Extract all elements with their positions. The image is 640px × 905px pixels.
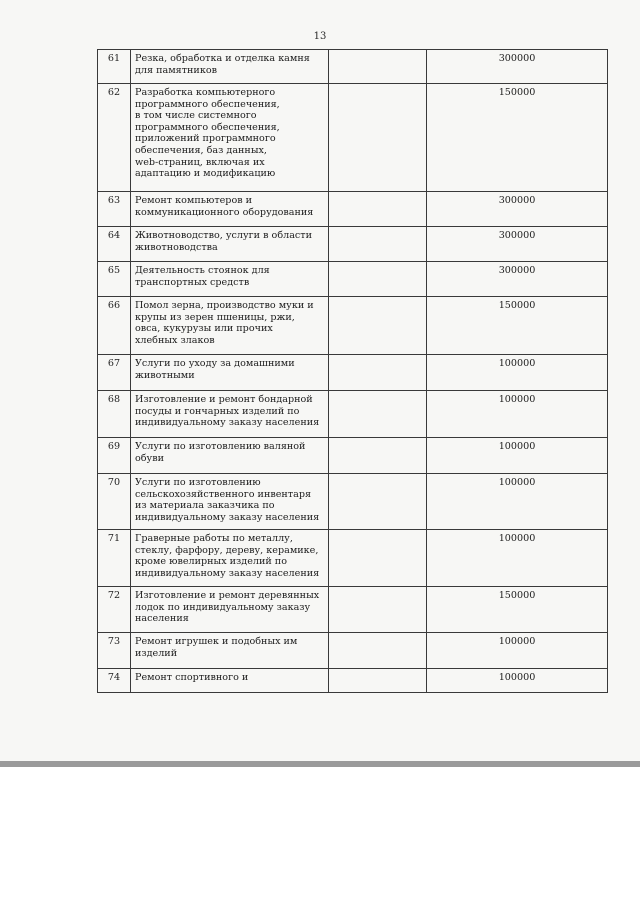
- activity-name-line: коммуникационного оборудования: [135, 206, 314, 218]
- amount-value: 150000: [427, 587, 608, 633]
- row-number: 63: [98, 192, 131, 227]
- page-number: 13: [313, 31, 327, 42]
- activity-name-line: web-страниц, включая их: [135, 156, 265, 168]
- table-row: [98, 84, 608, 192]
- amount-value: 100000: [427, 633, 608, 669]
- table-row: [98, 262, 608, 297]
- row-number: 61: [98, 50, 131, 84]
- activity-name-line: лодок по индивидуальному заказу: [135, 601, 311, 613]
- activity-name-line: Деятельность стоянок для: [135, 265, 270, 276]
- table-row: [98, 438, 608, 474]
- activity-name-line: Ремонт компьютеров и: [135, 195, 253, 206]
- amount-value: 100000: [427, 530, 608, 587]
- amount-value: 150000: [427, 84, 608, 192]
- empty-cell: [329, 227, 427, 262]
- blank-margin: [0, 767, 640, 905]
- empty-cell: [329, 438, 427, 474]
- activity-name-line: Услуги по изготовлению валяной: [135, 441, 306, 452]
- row-number: 62: [98, 84, 131, 192]
- empty-cell: [329, 587, 427, 633]
- row-number: 65: [98, 262, 131, 297]
- activity-name: [131, 669, 329, 693]
- activity-name-line: Разработка компьютерного: [135, 87, 276, 98]
- amount-value: 300000: [427, 262, 608, 297]
- table-row: [98, 633, 608, 669]
- empty-cell: [329, 192, 427, 227]
- table-row: [98, 669, 608, 693]
- activity-name: [131, 84, 329, 192]
- activity-name-line: овса, кукурузы или прочих: [135, 323, 273, 335]
- activity-name-line: обуви: [135, 452, 164, 464]
- row-number: 70: [98, 474, 131, 530]
- activity-table-body: [98, 50, 608, 693]
- activity-name-line: животноводства: [135, 241, 218, 253]
- activity-name-line: стеклу, фарфору, дереву, керамике,: [135, 544, 319, 556]
- empty-cell: [329, 262, 427, 297]
- empty-cell: [329, 474, 427, 530]
- empty-cell: [329, 669, 427, 693]
- activity-name: [131, 587, 329, 633]
- activity-name-line: индивидуальному заказу населения: [135, 511, 320, 523]
- row-number: 72: [98, 587, 131, 633]
- table-row: [98, 192, 608, 227]
- activity-name: [131, 438, 329, 474]
- row-number: 68: [98, 391, 131, 438]
- table-row: [98, 587, 608, 633]
- row-number: 67: [98, 355, 131, 391]
- empty-cell: [329, 530, 427, 587]
- activity-table: [97, 49, 608, 693]
- activity-name-line: Животноводство, услуги в области: [135, 230, 312, 241]
- empty-cell: [329, 355, 427, 391]
- activity-name-line: приложений программного: [135, 133, 276, 145]
- amount-value: 300000: [427, 227, 608, 262]
- empty-cell: [329, 50, 427, 84]
- activity-name-line: для памятников: [135, 64, 218, 76]
- activity-name: [131, 530, 329, 587]
- activity-name-line: адаптацию и модификацию: [135, 168, 276, 180]
- activity-name-line: Ремонт игрушек и подобных им: [135, 636, 298, 647]
- activity-name-line: кроме ювелирных изделий по: [135, 556, 287, 568]
- row-number: 69: [98, 438, 131, 474]
- activity-name-line: Граверные работы по металлу,: [135, 533, 293, 544]
- activity-name: [131, 192, 329, 227]
- table-row: [98, 474, 608, 530]
- activity-name: [131, 227, 329, 262]
- activity-name-line: Услуги по изготовлению: [135, 477, 261, 488]
- activity-name-line: населения: [135, 613, 189, 625]
- activity-name: [131, 633, 329, 669]
- row-number: 66: [98, 297, 131, 355]
- activity-name-line: программного обеспечения,: [135, 98, 280, 110]
- activity-name-line: Помол зерна, производство муки и: [135, 300, 314, 311]
- activity-name-line: Изготовление и ремонт деревянных: [135, 590, 320, 601]
- row-number: 71: [98, 530, 131, 587]
- activity-name-line: в том числе системного: [135, 110, 257, 122]
- activity-name-line: из материала заказчика по: [135, 500, 275, 512]
- table-row: [98, 391, 608, 438]
- amount-value: 150000: [427, 297, 608, 355]
- amount-value: 100000: [427, 438, 608, 474]
- activity-name-line: Ремонт спортивного и: [135, 672, 249, 683]
- activity-name-line: программного обеспечения,: [135, 121, 280, 133]
- empty-cell: [329, 633, 427, 669]
- amount-value: 100000: [427, 474, 608, 530]
- activity-name: [131, 355, 329, 391]
- activity-name: [131, 391, 329, 438]
- activity-name-line: сельскохозяйственного инвентаря: [135, 488, 312, 500]
- activity-name-line: хлебных злаков: [135, 334, 215, 346]
- activity-name: [131, 474, 329, 530]
- empty-cell: [329, 84, 427, 192]
- activity-name: [131, 50, 329, 84]
- activity-name-line: Резка, обработка и отделка камня: [135, 53, 310, 64]
- row-number: 73: [98, 633, 131, 669]
- amount-value: 100000: [427, 355, 608, 391]
- activity-name-line: Услуги по уходу за домашними: [135, 358, 295, 369]
- table-row: [98, 530, 608, 587]
- activity-name-line: животными: [135, 369, 195, 381]
- activity-name-line: посуды и гончарных изделий по: [135, 405, 300, 417]
- activity-name-line: изделий: [135, 647, 178, 659]
- activity-name: [131, 297, 329, 355]
- table-row: [98, 50, 608, 84]
- activity-name-line: крупы из зерен пшеницы, ржи,: [135, 311, 295, 323]
- empty-cell: [329, 391, 427, 438]
- activity-name-line: индивидуальному заказу населения: [135, 417, 320, 429]
- row-number: 74: [98, 669, 131, 693]
- activity-name-line: индивидуальному заказу населения: [135, 567, 320, 579]
- amount-value: 300000: [427, 192, 608, 227]
- amount-value: 100000: [427, 669, 608, 693]
- empty-cell: [329, 297, 427, 355]
- table-row: [98, 297, 608, 355]
- activity-name: [131, 262, 329, 297]
- activity-name-line: Изготовление и ремонт бондарной: [135, 394, 313, 405]
- activity-name-line: транспортных средств: [135, 276, 250, 288]
- table-row: [98, 355, 608, 391]
- amount-value: 100000: [427, 391, 608, 438]
- amount-value: 300000: [427, 50, 608, 84]
- activity-name-line: обеспечения, баз данных,: [135, 144, 267, 156]
- row-number: 64: [98, 227, 131, 262]
- table-row: [98, 227, 608, 262]
